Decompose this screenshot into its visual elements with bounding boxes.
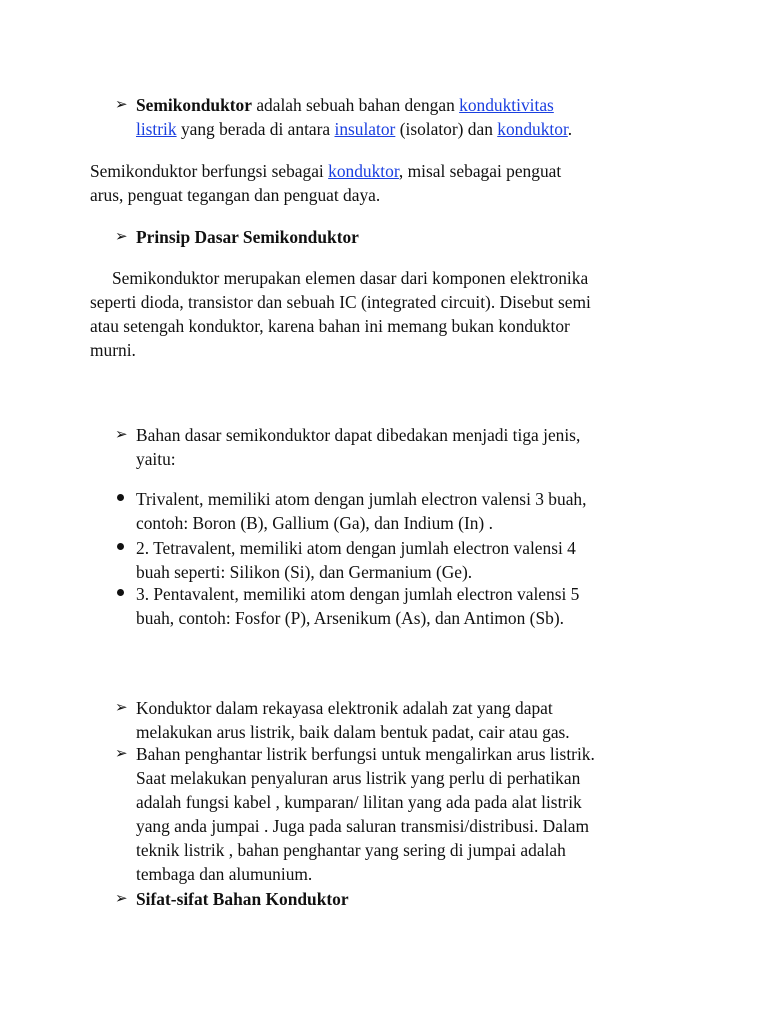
- bullet-trivalent: Trivalent, memiliki atom dengan jumlah electron valensi 3 buah, contoh: Boron (B), Gallium (Ga), dan Indium (In) .: [136, 489, 587, 533]
- heading-sifat-sifat: Sifat-sifat Bahan Konduktor: [136, 889, 349, 909]
- arrow-bullet-icon: ➢: [115, 700, 128, 716]
- link-konduktor-2[interactable]: konduktor: [328, 161, 399, 181]
- arrow-bullet-icon: ➢: [115, 229, 128, 245]
- link-konduktivitas-listrik[interactable]: konduktivitas listrik: [136, 95, 554, 139]
- konduktor-definition-item: Konduktor dalam rekayasa elektronik adalah zat yang dapat melakukan arus listrik, baik dalam bentuk padat, cair atau gas.: [136, 698, 570, 742]
- bullet-pentavalent: 3. Pentavalent, memiliki atom dengan jumlah electron valensi 5 buah, contoh: Fosfor (P), Arsenikum (As), dan Antimon (Sb).: [136, 584, 580, 628]
- bahan-penghantar-item: Bahan penghantar listrik berfungsi untuk mengalirkan arus listrik. Saat melakukan penyaluran arus listrik yang perlu di perhatikan adalah fungsi kabel , kumparan/ lilitan yang ada pada alat listrik yang anda jumpai . Juga pada saluran transmisi/distribusi. Dalam teknik listrik , bahan penghantar yang sering di jumpai adalah tembaga dan alumunium.: [136, 744, 595, 884]
- heading-prinsip-dasar: Prinsip Dasar Semikonduktor: [136, 227, 359, 247]
- bahan-dasar-item: Bahan dasar semikonduktor dapat dibedakan menjadi tiga jenis, yaitu:: [136, 425, 581, 469]
- arrow-bullet-icon: ➢: [115, 427, 128, 443]
- semikonduktor-function-paragraph: Semikonduktor berfungsi sebagai konduktor, misal sebagai penguat arus, penguat tegangan dan penguat daya.: [90, 161, 562, 205]
- bullet-dot-icon: [117, 494, 124, 501]
- bullet-dot-icon: [117, 589, 124, 596]
- arrow-bullet-icon: ➢: [115, 891, 128, 907]
- term-semikonduktor: Semikonduktor: [136, 95, 252, 115]
- bullet-tetravalent: 2. Tetravalent, memiliki atom dengan jumlah electron valensi 4 buah seperti: Silikon (Si), dan Germanium (Ge).: [136, 538, 576, 582]
- bullet-dot-icon: [117, 543, 124, 550]
- link-insulator[interactable]: insulator: [334, 119, 396, 139]
- semikonduktor-definition: Semikonduktor adalah sebuah bahan dengan konduktivitas listrik yang berada di antara insulator (isolator) dan konduktor.: [136, 95, 573, 139]
- link-konduktor[interactable]: konduktor: [497, 119, 568, 139]
- prinsip-dasar-paragraph: Semikonduktor merupakan elemen dasar dari komponen elektronika seperti dioda, transistor dan sebuah IC (integrated circuit). Disebut semi atau setengah konduktor, karena bahan ini memang bukan konduktor murni.: [90, 268, 591, 360]
- arrow-bullet-icon: ➢: [115, 746, 128, 762]
- arrow-bullet-icon: ➢: [115, 97, 128, 113]
